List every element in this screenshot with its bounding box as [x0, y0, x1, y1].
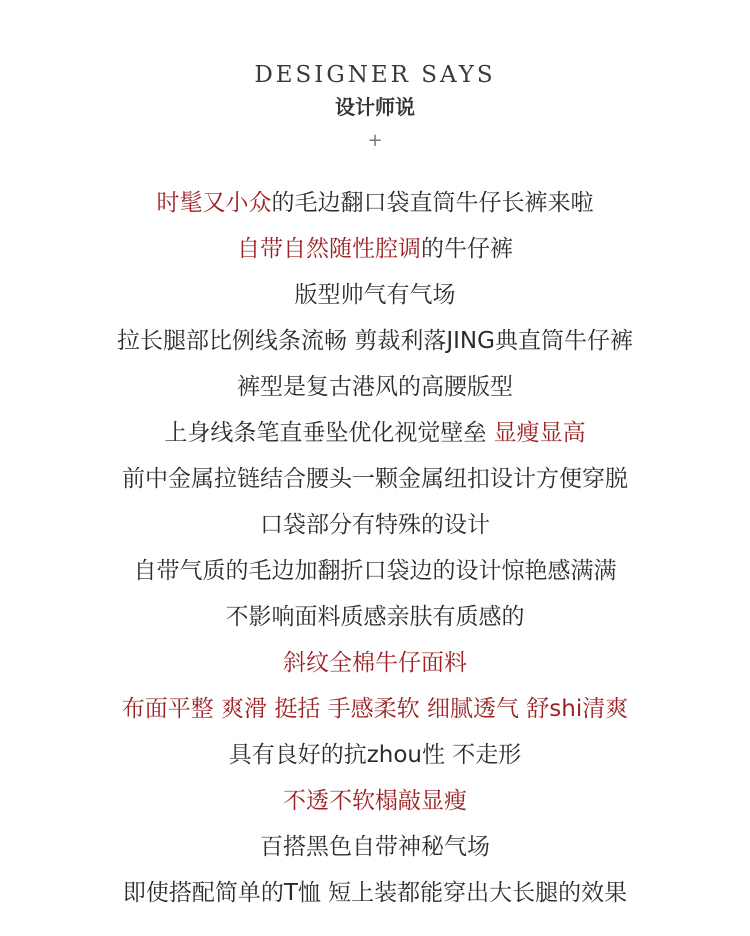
description-line	[0, 272, 750, 318]
description-line	[0, 502, 750, 548]
designer-says-header	[0, 60, 750, 154]
highlight-text: 时髦又小众	[156, 190, 272, 216]
description-line	[0, 456, 750, 502]
body-text: 不影响面料质感亲肤有质感的	[225, 604, 525, 630]
body-text: 拉长腿部比例线条流畅 剪裁利落JING典直筒牛仔裤	[117, 328, 633, 354]
highlight-text: 斜纹全棉牛仔面料	[283, 650, 467, 676]
description-lines	[0, 180, 750, 916]
description-line	[0, 548, 750, 594]
body-text: 的毛边翻口袋直筒牛仔长裤来啦	[271, 190, 594, 216]
body-text: 口袋部分有特殊的设计	[260, 512, 490, 538]
body-text: 即使搭配简单的T恤 短上装都能穿出大长腿的效果	[122, 880, 628, 906]
description-line	[0, 226, 750, 272]
section-title-chinese: 设计师说	[335, 95, 415, 119]
body-text: 具有良好的抗zhou性 不走形	[228, 742, 522, 768]
highlight-text: 布面平整 爽滑 挺括 手感柔软 细腻透气 舒shi清爽	[121, 696, 629, 722]
plus-icon: +	[367, 130, 383, 151]
description-line	[0, 824, 750, 870]
description-line	[0, 410, 750, 456]
description-line	[0, 686, 750, 732]
body-text: 前中金属拉链结合腰头一颗金属纽扣设计方便穿脱	[122, 466, 628, 492]
highlight-text: 显瘦显高	[493, 420, 586, 446]
description-line	[0, 640, 750, 686]
highlight-text: 不透不软榻敲显瘦	[283, 788, 467, 814]
body-text: 版型帅气有气场	[294, 282, 456, 308]
section-title-english: DESIGNER SAYS	[254, 62, 496, 88]
body-text: 自带气质的毛边加翻折口袋边的设计惊艳感满满	[133, 558, 617, 584]
body-text: 的牛仔裤	[421, 236, 513, 262]
description-line	[0, 318, 750, 364]
body-text: 上身线条笔直垂坠优化视觉壁垒	[164, 420, 494, 446]
description-line	[0, 778, 750, 824]
highlight-text: 自带自然随性腔调	[237, 236, 421, 262]
description-line	[0, 180, 750, 226]
body-text: 裤型是复古港风的高腰版型	[237, 374, 513, 400]
description-line	[0, 364, 750, 410]
body-text: 百搭黑色自带神秘气场	[260, 834, 490, 860]
description-line	[0, 870, 750, 916]
description-line	[0, 732, 750, 778]
description-line	[0, 594, 750, 640]
